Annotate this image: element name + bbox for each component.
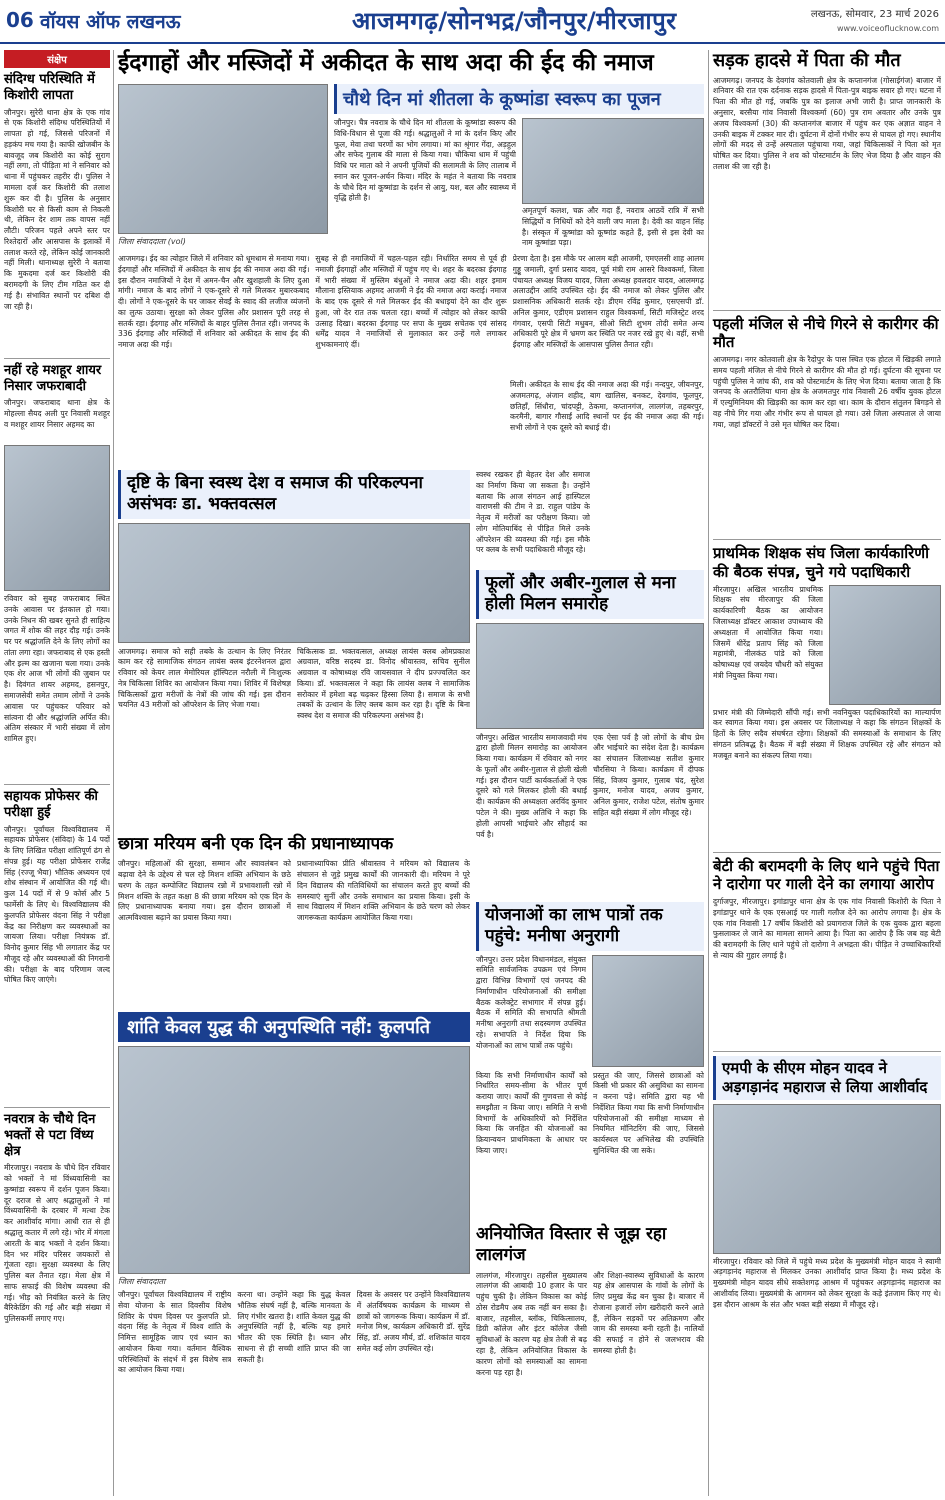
teachers-text-2: प्रभार मंत्री की जिम्मेदारी सौंपी गई। सभी नवनियुक्त पदाधिकारियों का माल्यार्पण कर स्वागत किया गया। इस अवसर पर जिलाध्यक्ष ने कहा कि संगठन शिक्षकों के हितों के लिए सदैव संघर्षरत रहेगा। शिक्षकों की समस्याओं के समाधान के लिए संगठन प्रतिबद्ध है। बैठक में बड़ी संख्या में शिक्षक उपस्थित रहे और संगठन को मजबूत बनाने का संकल्प लिया गया। <box>713 707 941 760</box>
teachers-photo <box>829 585 941 705</box>
brief-3-text: जौनपुर। पूर्वांचल विश्वविद्यालय में सहायक प्रोफेसर (संविदा) के 14 पदों के लिए लिखित परीक्षा शांतिपूर्ण ढंग से संपन्न हुई। यह परीक्षा प्रोफेसर राजेंद्र सिंह (रज्जू भैया) भौतिक अध्ययन एवं शोध संस्थान में आयोजित की गई थी। कुल 14 पदों में से 9 कोर्स और 5 फार्मेसी के लिए थे। विश्वविद्यालय की कुलपति प्रोफेसर वंदना सिंह ने परीक्षा केंद्र का निरीक्षण कर व्यवस्थाओं का जायजा लिया। परीक्षा नियंत्रक डॉ. विनोद कुमार सिंह भी लगातार केंद्र पर मौजूद रहे और व्यवस्थाओं की निगरानी की। परीक्षा के बाद परिणाम जल्द घोषित किए जाएंगे। <box>4 824 110 985</box>
holi-text: जौनपुर। अखिल भारतीय समाजवादी मंच द्वारा होली मिलन समारोह का आयोजन किया गया। कार्यक्रम में रविवार को नगर के फूलों और अबीर-गुलाल से होली खेली गई। इस दौरान पार्टी कार्यकर्ताओं ने एक दूसरे को गले मिलकर होली की बधाई दी। कार्यक्रम की अध्यक्षता अरविंद कुमार पटेल ने की। मुख्य अतिथि ने कहा कि होली आपसी भाईचारे और सौहार्द का पर्व है। <box>476 732 587 839</box>
paper-name: वॉयस ऑफ लखनऊ <box>40 11 181 33</box>
lalganj-text: लालगंज, मीरजापुर। तहसील मुख्यालय लालगंज की आबादी 10 हजार के पार पहुंच चुकी है। लेकिन विकास का कोई ठोस रोडमैप अब तक नहीं बन सका है। बाजार, तहसील, ब्लॉक, चिकित्सालय, डिग्री कॉलेज और इंटर कॉलेज जैसी सुविधाओं के कारण यह क्षेत्र तेजी से बढ़ रहा है, लेकिन अनियोजित विकास के कारण लोगों को समस्याओं का सामना करना पड़ रहा है। <box>476 1270 587 1377</box>
brief-2-title: नहीं रहे मशहूर शायर निसार जफराबादी <box>4 362 102 394</box>
shanti-text: जौनपुर। पूर्वांचल विश्वविद्यालय में राष्ट्रीय सेवा योजना के सात दिवसीय विशेष शिविर के पंचम दिवस पर कुलपति प्रो. वंदना सिंह के नेतृत्व में विश्व शांति के निमित्त सामूहिक जाप एवं ध्यान का आयोजन किया गया। वर्तमान वैश्विक परिस्थितियों के संदर्भ में इस विशेष सत्र का आयोजन किया गया। <box>118 1290 232 1375</box>
sheetla-text: जौनपुर। चैत्र नवरात्र के चौथे दिन मां शीतला के कूष्मांडा स्वरूप की विधि-विधान से पूजा की गई। श्रद्धालुओं ने मां के दर्शन किए और फूल, मेवा तथा चरणों का भोग लगाया। मां का श्रृंगार गेंदा, अड़हुल और सफेद गुलाब की माला से किया गया। चौकिया धाम में पहुंची विधि पर माता को ने अपनी पूजियों की सलामती के लिए तालाब में स्नान कर पूजन-अर्चन किया। मंदिर के महंत ने बताया कि नवरात्र के चौथे दिन मां कूष्मांडा के दर्शन से आयु, यश, बल और स्वास्थ्य में वृद्धि होती है। <box>334 118 516 203</box>
brief-label: संक्षेप <box>4 50 110 68</box>
worker-text: आजमगढ़। नगर कोतवाली क्षेत्र के रैदोपुर के पास स्थित एक होटल में खिड़की लगाते समय पहली मंजिल से नीचे गिरने से कारीगर की मौत हो गई। दुर्घटना की सूचना पर पहुंची पुलिस ने जांच की, शव को पोस्टमार्टम के लिए भेज दिया। बताया जाता है कि जनपद के अतरौलिया थाना क्षेत्र के अजमतपुर गांव निवासी 26 वर्षीय युवक होटल में एल्युमिनियम की खिड़की का काम कर रहा था। काम के दौरान संतुलन बिगड़ने से वह नीचे गिर गया और गंभीर रूप से घायल हो गया। उसे जिला अस्पताल ले जाया गया, जहां डॉक्टरों ने उसे मृत घोषित कर दिया। <box>713 355 941 429</box>
brief-2-text: जौनपुर। जफराबाद थाना क्षेत्र के मोहल्ला सैयद अली पुर निवासी मशहूर व मशहूर शायर निसार अहमद का <box>4 398 110 429</box>
holi-story <box>476 570 704 896</box>
shanti-story <box>118 1012 470 1496</box>
left-column <box>4 50 114 1496</box>
masthead <box>0 0 945 44</box>
page-number: 06 <box>6 8 34 32</box>
cm-text: मीरजापुर। रविवार को जिले में पहुंचे मध्य प्रदेश के मुख्यमंत्री मोहन यादव ने स्वामी अड़गड़ानंद महाराज से मिलकर उनका आशीर्वाद प्राप्त किया है। मध्य प्रदेश के मुख्यमंत्री मोहन यादव सीधे सक्तेशगढ़ आश्रम में पहुंचकर अड़गड़ानंद महाराज का आशीर्वाद लिया। मुख्यमंत्री के आगमन को लेकर सुरक्षा के कड़े इंतजाम किए गए थे। इस दौरान आश्रम के संत और भक्त बड़ी संख्या में मौजूद रहे। <box>713 1256 941 1309</box>
shanti-photo <box>118 1046 470 1274</box>
eid-headline: ईदगाहों और मस्जिदों में अकीदत के साथ अदा की ईद की नमाज <box>118 50 654 76</box>
brief-1-title: संदिग्ध परिस्थिति में किशोरी लापता <box>4 72 95 104</box>
mariyam-text-2: प्रधानाध्यापिका प्रीति श्रीवास्तव ने मरियम को विद्यालय के संचालन से जुड़े प्रमुख कार्यों की जानकारी दी। मरियम ने पूरे दिन विद्यालय की गतिविधियों का संचालन करते हुए बच्चों की समस्याएं सुनीं और उनके समाधान का प्रयास किया। इसी के साथ विद्यालय में मिशन शक्ति अभियान के छठे चरण को लेकर जागरूकता कार्यक्रम आयोजित किया गया। <box>297 859 470 923</box>
shanti-photo-caption: जिला संवाददाता <box>118 1277 166 1286</box>
eye-camp-photo <box>118 523 470 643</box>
mariyam-headline: छात्रा मरियम बनी एक दिन की प्रधानाध्यापक <box>118 834 394 854</box>
mariyam-story <box>118 834 470 1004</box>
daroga-headline: बेटी की बरामदगी के लिए थाने पहुंचे पिता ने दारोगा पर गाली देने का लगाया आरोप <box>713 856 940 894</box>
shanti-text-2: करना था। उन्होंने कहा कि युद्ध केवल भौतिक संघर्ष नहीं है, बल्कि मानवता के लिए गंभीर खतरा है। शांति केवल युद्ध की अनुपस्थिति नहीं है, बल्कि यह हमारे भीतर की एक स्थिति है। ध्यान और साधना से ही सच्ची शांति प्राप्त की जा सकती है। <box>237 1290 351 1364</box>
shanti-headline: शांति केवल युद्ध की अनुपस्थिति नहीं: कुलपति <box>118 1012 470 1042</box>
brief-1-text: जौनपुर। सुरेरी थाना क्षेत्र के एक गांव से एक किशोरी संदिग्ध परिस्थितियों में लापता हो गई, जिससे परिजनों में हड़कंप मच गया है। काफी खोजबीन के बावजूद जब किशोरी का कोई सुराग नहीं लगा, तो पीड़िता मां ने सनिवार को थाना में पहुंचकर तहरीर दी। पुलिस ने मामला दर्ज कर किशोरी की तलाश शुरू कर दी है। पुलिस के अनुसार किशोरी घर से किसी काम से निकली थी, लेकिन देर शाम तक वापस नहीं लौटी। परिजन पहले अपने स्तर पर रिश्तेदारों और आसपास के इलाकों में तलाश करते रहे, लेकिन कोई जानकारी नहीं मिली। थानाध्यक्ष सुरेरी ने बताया कि मुकदमा दर्ज कर किशोरी की बरामदगी के लिए टीम गठित कर दी गई है। संभावित स्थानों पर दबिश दी जा रही है। <box>4 107 110 311</box>
teachers-headline: प्राथमिक शिक्षक संघ जिला कार्यकारिणी की बैठक संपन्न, चुने गये पदाधिकारी <box>713 544 929 581</box>
yojana-photo <box>592 955 704 1067</box>
right-column <box>708 50 941 1496</box>
website: www.voiceoflucknow.com <box>836 24 939 33</box>
yojana-text-2: किया कि सभी निर्माणाधीन कार्यों को निर्धारित समय-सीमा के भीतर पूर्ण कराया जाए। कार्यों की गुणवत्ता से कोई समझौता न किया जाए। समिति ने सभी विभागों के अधिकारियों को निर्देशित किया कि जनहित की योजनाओं का क्रियान्वयन प्राथमिकता के आधार पर किया जाए। <box>476 1070 587 1155</box>
shanti-text-3: दिवस के अवसर पर उन्होंने विश्वविद्यालय में अंतर्विषयक कार्यक्रम के माध्यम से छात्रों को जागरूक किया। कार्यक्रम में डॉ. मनोज मिश्र, कार्यक्रम अधिकारी डॉ. सुरेंद्र सिंह, डॉ. अजय मौर्य, डॉ. शशिकांत यादव समेत कई लोग उपस्थित रहे। <box>356 1290 470 1353</box>
eye-camp-text: आजमगढ़। समाज को सही तबके के उत्थान के लिए निरंतर काम कर रहे सामाजिक संगठन लायंस क्लब इंटरनेशनल द्वारा रविवार को केयर लाल मेमोरियल हॉस्पिटल नरौली में निःशुल्क नेत्र चिकित्सा शिविर का आयोजन किया गया। शिविर में विशेषज्ञ चिकित्सकों द्वारा मरीजों के नेत्रों की जांच की गई। इस दौरान चयनित 43 मरीजों को ऑपरेशन के लिए भेजा गया। <box>118 646 291 710</box>
accident-headline: सड़क हादसे में पिता की मौत <box>713 50 901 71</box>
cm-photo <box>713 1104 941 1254</box>
eid-photo-caption: जिला संवाददाता (vol) <box>118 237 186 246</box>
eid-text-2: सुबह से ही नमाजियों में चहल-पहल रही। निर्धारित समय से पूर्व ही नमाजी ईदगाहों और मस्जिदों में पहुंच गए थे। शहर के बदरका ईदगाह में भारी संख्या में मुस्लिम बंधुओं ने नमाज अदा की। शहर इमाम मौलाना इस्तियाक अहमद आजमी ने ईद की नमाज अदा कराई। नमाज के बाद एक दूसरे से गले मिलकर ईद की बधाइयां देने का दौर शुरू हुआ, जो देर रात तक चलता रहा। बच्चों में त्योहार को लेकर काफी उत्साह दिखा। बदरका ईदगाह पर सपा के मुख्य सचेतक एवं सांसद धर्मेंद्र यादव ने नमाजियों से मुलाकात कर उन्हें गले लगाकर शुभकामनाएं दीं। <box>315 254 507 350</box>
teachers-text: मीरजापुर। अखिल भारतीय प्राथमिक शिक्षक संघ मीरजापुर की जिला कार्यकारिणी बैठक का आयोजन जिलाध्यक्ष डॉक्टर आकाश उपाध्याय की अध्यक्षता में आयोजित किया गया। जिसमें धीरेंद्र प्रताप सिंह को जिला महामंत्री, नीलकंठ पांडे को जिला कोषाध्यक्ष एवं जयदेव चौधरी को संयुक्त मंत्री नियुक्त किया गया। <box>713 584 823 680</box>
eid-text: आजमगढ़। ईद का त्योहार जिले में शनिवार को धूमधाम से मनाया गया। ईदगाहों और मस्जिदों में अकीदत के साथ ईद की नमाज अदा की गई। इस दौरान नमाजियों ने देश में अमन-चैन और खुशहाली के लिए दुआ मांगी। नमाज के बाद लोगों ने एक-दूसरे से गले मिलकर मुबारकबाद दी। लोगों ने एक-दूसरे के घर जाकर सेवईं के स्वाद की लजीज व्यंजनों का लुत्फ उठाया। सुरक्षा को लेकर पुलिस और प्रशासन पूरी तरह से सतर्क रहा। ईदगाह और मस्जिदों के बाहर पुलिस तैनात रही। जनपद के 336 ईदगाह और मस्जिदों में शनिवार को अकीदत के साथ ईद की नमाज अदा की गई। <box>118 254 310 350</box>
edition-date: लखनऊ, सोमवार, 23 मार्च 2026 <box>810 9 939 20</box>
eid-text-4: मिली। अकीदत के साथ ईद की नमाज अदा की गई। नन्दपुर, जीयनपुर, अजमतगढ़, अंजान शहीद, बाग खालिस, बनकट, देवगांव, फूलपुर, छतिहाँ, सिंधौरा, चांदपट्टी, ठेकमा, कप्तानगंज, लालगंज, तहबरपुर, करमैनी, बागार गौसाईं आदि स्थानों पर ईद की नमाज अदा की गई। सभी लोगों ने एक दूसरे को बधाई दी। <box>510 380 704 433</box>
sheetla-subhead: चौथे दिन मां शीतला के कूष्मांडा स्वरूप का पूजन <box>334 84 704 114</box>
eye-camp-headline: दृष्टि के बिना स्वस्थ देश व समाज की परिकल्पना असंभवः डा. भक्तवत्सल <box>118 470 470 519</box>
sheetla-text-2: अमृतपूर्ण कलश, चक्र और गदा हैं, नवरात्र आठवें रात्रि में सभी सिद्धियों व निधियों को देने वाली जप माला है। देवी का वाहन सिंह है। संस्कृत में कूष्मांडा को कूष्मांड कहते हैं, इसी से इस देवी का नाम कूष्मांडा पड़ा। <box>522 206 704 248</box>
main-column <box>118 50 704 1496</box>
eye-camp-text-3: स्वस्थ रखकर ही बेहतर देश और समाज का निर्माण किया जा सकता है। उन्होंने बताया कि आज संगठन आई हास्पिटल वाराणसी की टीम ने डा. राहुल पांडेय के नेतृत्व में मरीजों का परीक्षण किया। जो लोग मोतियाबिंद से पीड़ित मिले उनके ऑपरेशन की व्यवस्था की गई। इस मौके पर क्लब के सभी पदाधिकारी मौजूद रहे। <box>476 470 590 555</box>
brief-3-title: सहायक प्रोफेसर की परीक्षा हुई <box>4 789 98 821</box>
mariyam-text: जौनपुर। महिलाओं की सुरक्षा, सम्मान और स्वावलंबन को बढ़ावा देने के उद्देश्य से चल रहे मिशन शक्ति अभियान के छठे चरण के तहत कम्पोजिट विद्यालय रन्नो में प्रभावशाली रन्नो में मिशन शक्ति के तहत कक्षा 8 की छात्रा मरियम को एक दिन के लिए प्रधानाध्यापक बनाया गया। इस दौरान छात्राओं में आत्मविश्वास बढ़ाने का प्रयास किया गया। <box>118 859 291 923</box>
brief-4-text: मीरजापुर। नवरात्र के चौथे दिन रविवार को भक्तों ने मां विंध्यवासिनी का कुष्मांडा स्वरूप में दर्शन पूजन किया। दूर दराज से आए श्रद्धालुओं ने मां विंध्यवासिनी के दरबार में मत्था टेक कर आशीर्वाद मांगा। आधी रात से ही श्रद्धालु कतार में लगे रहे। भोर में मंगला आरती के बाद भक्तों ने दर्शन किया। दिन भर मंदिर परिसर जयकारों से गूंजता रहा। सुरक्षा व्यवस्था के लिए पुलिस बल तैनात रहा। मेला क्षेत्र में साफ सफाई की विशेष व्यवस्था की गई। भीड़ को नियंत्रित करने के लिए बैरिकेडिंग की गई और बड़ी संख्या में पुलिसकर्मी लगाए गए। <box>4 1163 110 1324</box>
lalganj-headline: अनियोजित विस्तार से जूझ रहा लालगंज <box>476 1224 667 1266</box>
brief-2-text-continued: रविवार को सुबह जफराबाद स्थित उनके आवास पर इंतकाल हो गया। उनके निधन की खबर सुनते ही साहित्य जगत में शोक की लहर दौड़ गई। उनके घर पर श्रद्धांजलि देने के लिए लोगों का तांता लगा रहा। जफराबाद से एक हस्ती और इल्म का खजाना चला गया। उनके एक शेर आज भी लोगों की जुबान पर है। दिवंगत शायर अहमद, हसनपुर, समाजसेवी समेत तमाम लोगों ने उनके आवास पर पहुंचकर परिवार को सांत्वना दी और श्रद्धांजलि अर्पित की। अंतिम संस्कार में भारी संख्या में लोग शामिल हुए। <box>4 594 110 744</box>
yojana-text: जौनपुर। उत्तर प्रदेश विधानमंडल, संयुक्त समिति सार्वजनिक उपक्रम एवं निगम द्वारा विभिन्न विभागों एवं जनपद की निर्माणाधीन परियोजनाओं की समीक्षा बैठक कलेक्ट्रेट सभागार में संपन्न हुई। बैठक में समिति की सभापति श्रीमती मनीषा अनुरागी तथा सदस्यगण उपस्थित रहे। सभापति ने निर्देश दिया कि योजनाओं का लाभ पात्रों तक पहुंचे। <box>476 954 586 1050</box>
region-title: आजमगढ़/सोनभद्र/जौनपुर/मीरजापुर <box>352 7 677 35</box>
holi-photo <box>476 623 704 729</box>
eye-camp-story <box>118 470 470 826</box>
holi-headline: फूलों और अबीर-गुलाल से मना होली मिलन समारोह <box>476 570 704 619</box>
yojana-story <box>476 902 704 1216</box>
daroga-text: दुर्गाजपुर, मीरजापुर। इगांडापुर थाना क्षेत्र के एक गांव निवासी किशोरी के पिता ने इगांडापुर थाने के एक एसआई पर गाली गलौज देने का आरोप लगाया है। क्षेत्र के एक गांव निवासी 17 वर्षीय किशोरी को प्रयागराज जिले के एक युवक द्वारा बहला फुसलाकर ले जाने का मामला सामने आया है। पिता का आरोप है कि जब वह बेटी की बरामदगी के लिए थाने पहुंचे तो दारोगा ने अभद्रता की। पीड़ित ने उच्चाधिकारियों से न्याय की गुहार लगाई है। <box>713 897 941 960</box>
sheetla-photo <box>522 118 704 204</box>
holi-text-2: एक ऐसा पर्व है जो लोगों के बीच प्रेम और भाईचारे का संदेश देता है। कार्यक्रम का संचालन जिलाध्यक्ष सतीश कुमार चौरसिया ने किया। कार्यक्रम में दीपक सिंह, विजय कुमार, गुलाब चंद, सुरेश कुमार, मनोज यादव, अजय कुमार, अनिल कुमार, राजेश पटेल, संतोष कुमार सहित बड़ी संख्या में लोग मौजूद रहे। <box>593 732 704 817</box>
lalganj-text-2: और शिक्षा-स्वास्थ्य सुविधाओं के कारण यह क्षेत्र आसपास के गांवों के लोगों के लिए प्रमुख केंद्र बन चुका है। बाजार में रोजाना हजारों लोग खरीदारी करने आते हैं, लेकिन सड़कों पर अतिक्रमण और जाम की समस्या बनी रहती है। नालियों की सफाई न होने से जलभराव की समस्या होती है। <box>593 1270 704 1355</box>
cm-headline: एमपी के सीएम मोहन यादव ने अड़गड़ानंद महाराज से लिया आशीर्वाद <box>713 1056 941 1100</box>
lalganj-story <box>476 1224 704 1496</box>
poet-photo <box>4 445 110 591</box>
eid-text-3: प्रेरणा देता है। इस मौके पर आलम बड़ी आजमी, एमएलसी शाह आलम गुड्डू जमाली, दुर्गा प्रसाद यादव, पूर्व मंत्री राम आसरे विश्वकर्मा, जिला पंचायत अध्यक्ष विजय यादव, जिला अध्यक्ष हवलदार यादव, आलमगढ़ अलाउद्दीन आदि उपस्थित रहे। ईद की नमाज को लेकर पुलिस और प्रशासनिक अधिकारी सतर्क रहे। डीएम रविंद्र कुमार, एसएसपी डॉ. अनिल कुमार, एडीएम प्रशासन राहुल विश्वकर्मा, सिटी मजिस्ट्रेट शरद गंगवार, एसपी सिटी मधुबन, सीओ सिटी शुभम तोदी समेत अन्य अधिकारी पूरे क्षेत्र में भ्रमण कर स्थिति पर नजर रखे हुए थे। वहीं, सभी ईदगाह और मस्जिदों के आसपास पुलिस तैनात रही। <box>512 254 704 350</box>
yojana-text-3: प्रस्तुत की जाए, जिससे छात्राओं को किसी भी प्रकार की असुविधा का सामना न करना पड़े। समिति द्वारा यह भी निर्देशित किया गया कि सभी निर्माणाधीन परियोजनाओं की समीक्षा माध्यम से नियमित मॉनिटरिंग की जाए, जिससे कार्यस्थल पर अभिलेख की उपस्थिति सुनिश्चित की जा सके। <box>593 1070 704 1155</box>
worker-headline: पहली मंजिल से नीचे गिरने से कारीगर की मौत <box>713 314 939 352</box>
eid-photo <box>118 84 328 234</box>
eid-story <box>118 50 704 516</box>
eye-camp-text-2: चिकित्सक डा. भक्तवत्सल, अध्यक्ष लायंस क्लब ओमप्रकाश अग्रवाल, वरिष्ठ सदस्य डा. विनोद श्रीवास्तव, सचिव सुनील अग्रवाल व कोषाध्यक्ष रवि जायसवाल ने दीप प्रज्ज्वलित कर किया। डॉ. भक्तवत्सल ने कहा कि लायंस क्लब ने सामाजिक सरोकार में हमेशा बढ़ चढ़कर हिस्सा लिया है। समाज के सभी तबकों के उत्थान के लिए क्लब काम कर रहा है। दृष्टि के बिना स्वस्थ देश व समाज की परिकल्पना असंभव है। <box>297 646 470 721</box>
accident-text: आजमगढ़। जनपद के देवगांव कोतवाली क्षेत्र के कप्तानगंज (गोसाईगंज) बाजार में शनिवार की रात एक दर्दनाक सड़क हादसे में पिता-पुत्र बाइक सवार हो गए। घटना में पिता की मौत हो गई, जबकि पुत्र का इलाज अभी जारी है। प्राप्त जानकारी के अनुसार, बरसैया गांव निवासी विश्वकर्मा (60) पुत्र राम अवतार और उनके पुत्र अजय विश्वकर्मा (30) की कप्तानगंज बाजार में पहुंच कर एक अज्ञात वाहन ने उनकी बाइक में टक्कर मार दी। दुर्घटना में दोनों गंभीर रूप से घायल हो गए। स्थानीय लोगों की मदद से उन्हें अस्पताल पहुंचाया गया, जहां चिकित्सकों ने पिता को मृत घोषित कर दिया। पुलिस ने शव को पोस्टमार्टम के लिए भेज दिया है और वाहन की तलाश की जा रही है। <box>713 75 941 171</box>
brief-4-title: नवरात्र के चौथे दिन भक्तों से पटा विंध्य क्षेत्र <box>4 1111 96 1159</box>
yojana-headline: योजनाओं का लाभ पात्रों तक पहुंचे: मनीषा अनुरागी <box>476 902 704 951</box>
